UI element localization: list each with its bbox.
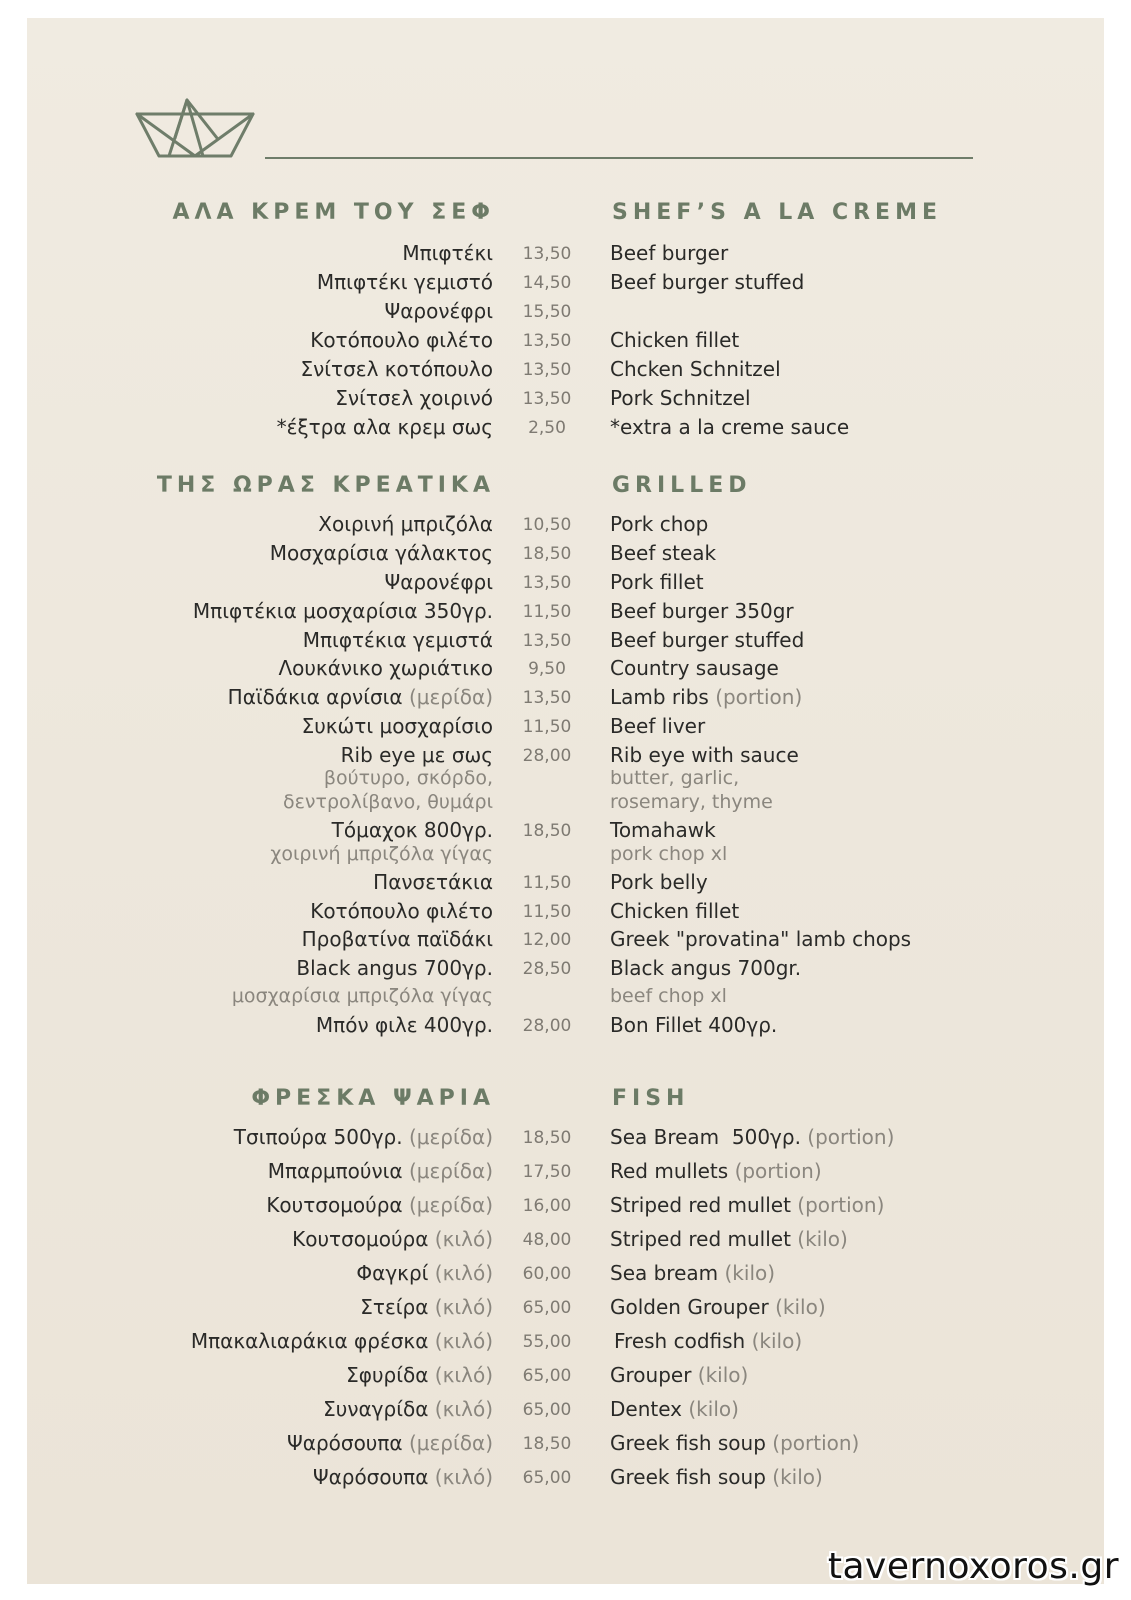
header-rule [265, 157, 973, 159]
item-price: 13,50 [522, 360, 572, 380]
item-name-greek: Μπαρμπούνια (μερίδα) [267, 1159, 493, 1183]
item-name-english: Lamb ribs (portion) [610, 685, 803, 709]
item-name-english: Golden Grouper (kilo) [610, 1295, 826, 1319]
item-price: 18,50 [522, 544, 572, 564]
menu-item [0, 1260, 1131, 1290]
menu-item [0, 569, 1131, 599]
menu-item [0, 1294, 1131, 1324]
item-name-english: Sea bream (kilo) [610, 1261, 776, 1285]
item-name-greek: Συκώτι μοσχαρίσιο [301, 714, 493, 738]
item-name-english: Sea Bream 500γρ. (portion) [610, 1125, 895, 1149]
item-price: 28,50 [522, 959, 572, 979]
item-name-english: Chicken fillet [610, 328, 740, 352]
item-name-greek: Ψαρονέφρι [384, 299, 493, 323]
item-price: 60,00 [522, 1264, 572, 1284]
item-subtitle-greek: δεντρολίβανο, θυμάρι [283, 791, 493, 813]
item-price: 12,00 [522, 930, 572, 950]
item-price: 28,00 [522, 746, 572, 766]
item-name-english: Pork fillet [610, 570, 704, 594]
menu-item [0, 869, 1131, 899]
item-name-english: Black angus 700gr. [610, 956, 802, 980]
item-detail-greek: (κιλό) [434, 1261, 493, 1285]
item-price: 13,50 [522, 573, 572, 593]
item-detail-greek: (κιλό) [434, 1329, 493, 1353]
item-subtitle-greek: βούτυρο, σκόρδο, [323, 767, 493, 789]
item-name-greek: Φαγκρί (κιλό) [356, 1261, 493, 1285]
item-name-english: Pork belly [610, 870, 708, 894]
item-detail-english: (portion) [734, 1159, 822, 1183]
item-name-greek: Τόμαχοκ 800γρ. [331, 818, 493, 842]
item-detail-english: (kilo) [775, 1295, 826, 1319]
menu-item [0, 1464, 1131, 1494]
item-subtitle-greek: μοσχαρίσια μπριζόλα γίγας [231, 985, 493, 1007]
item-detail-english: (portion) [807, 1125, 895, 1149]
item-detail-greek: (μερίδα) [408, 1193, 493, 1217]
item-name-greek: Μοσχαρίσια γάλακτος [269, 541, 493, 565]
item-detail-english: (kilo) [697, 1363, 749, 1387]
item-price: 14,50 [522, 273, 572, 293]
item-detail-english: (kilo) [772, 1465, 823, 1489]
item-detail-greek: (μερίδα) [408, 1125, 493, 1149]
item-name-greek: Συναγρίδα (κιλό) [323, 1397, 493, 1421]
item-name-english: Grouper (kilo) [610, 1363, 749, 1387]
item-name-greek: Λουκάνικο χωριάτικο [278, 656, 493, 680]
item-name-greek: Σνίτσελ χοιρινό [335, 386, 493, 410]
item-name-greek: Προβατίνα παϊδάκι [301, 927, 493, 951]
menu-item [0, 414, 1131, 444]
section-title-english: GRILLED [612, 473, 752, 498]
section-title-greek: ΤΗΣ ΩΡΑΣ ΚΡΕΑΤΙΚΑ [156, 473, 495, 498]
menu-item [0, 1396, 1131, 1426]
item-name-greek: Χοιρινή μπριζόλα [318, 512, 493, 536]
menu-item [0, 240, 1131, 270]
item-name-greek: Ψαρόσουπα (μερίδα) [287, 1431, 493, 1455]
item-name-greek: Παϊδάκια αρνίσια (μερίδα) [227, 685, 493, 709]
item-name-english: Beef liver [610, 714, 706, 738]
item-price: 17,50 [522, 1162, 572, 1182]
item-name-english: Beef burger stuffed [610, 628, 805, 652]
item-name-english: Pork chop [610, 512, 709, 536]
item-price: 2,50 [528, 418, 566, 438]
item-price: 65,00 [522, 1366, 572, 1386]
menu-item [0, 269, 1131, 299]
item-price: 18,50 [522, 1128, 572, 1148]
item-name-greek: Κουτσομούρα (μερίδα) [266, 1193, 493, 1217]
item-subtitle-english: butter, garlic, [610, 767, 740, 789]
item-name-greek: Κοτόπουλο φιλέτο [310, 899, 493, 923]
item-name-greek: Black angus 700γρ. [296, 956, 493, 980]
item-name-english: Beef burger stuffed [610, 270, 805, 294]
menu-item [0, 356, 1131, 386]
section-title-greek: ΦΡΕΣΚΑ ΨΑΡΙΑ [251, 1086, 495, 1111]
item-name-english: Fresh codfish (kilo) [614, 1329, 803, 1353]
menu-item [0, 1430, 1131, 1460]
item-detail-english: (kilo) [688, 1397, 739, 1421]
menu-item [0, 1362, 1131, 1392]
item-detail-english: (kilo) [751, 1329, 803, 1353]
item-name-greek: Μπόν φιλε 400γρ. [315, 1013, 493, 1037]
item-name-english: Beef burger 350gr [610, 599, 794, 623]
section-title-greek: ΑΛΑ ΚΡΕΜ ΤΟΥ ΣΕΦ [172, 200, 495, 225]
item-name-english: Greek fish soup (kilo) [610, 1465, 823, 1489]
item-name-english: Striped red mullet (portion) [610, 1193, 885, 1217]
item-name-greek: Rib eye με σως [340, 743, 493, 767]
item-name-english: Country sausage [610, 656, 779, 680]
menu-item [0, 955, 1131, 985]
item-price: 10,50 [522, 515, 572, 535]
item-name-english: Beef steak [610, 541, 717, 565]
item-detail-greek: (κιλό) [434, 1295, 493, 1319]
item-price: 11,50 [522, 902, 572, 922]
item-detail-greek: (κιλό) [434, 1397, 493, 1421]
item-price: 28,00 [522, 1016, 572, 1036]
item-name-greek: Σνίτσελ κοτόπουλο [300, 357, 493, 381]
item-price: 55,00 [522, 1332, 572, 1352]
item-name-greek: Σφυρίδα (κιλό) [346, 1363, 493, 1387]
menu-item [0, 655, 1131, 685]
item-name-english: Chcken Schnitzel [610, 357, 781, 381]
item-name-greek: Μπιφτέκι γεμιστό [316, 270, 493, 294]
item-price: 11,50 [522, 873, 572, 893]
item-detail-greek: (μερίδα) [408, 685, 493, 709]
item-detail-greek: (μερίδα) [408, 1159, 493, 1183]
item-price: 11,50 [522, 602, 572, 622]
site-watermark: tavernoxoros.gr [827, 1546, 1119, 1587]
item-name-greek: Πανσετάκια [373, 870, 493, 894]
item-price: 18,50 [522, 1434, 572, 1454]
item-subtitle-english: rosemary, thyme [610, 791, 773, 813]
item-name-greek: Μπακαλιαράκια φρέσκα (κιλό) [190, 1329, 493, 1353]
item-name-english: Striped red mullet (kilo) [610, 1227, 848, 1251]
item-price: 9,50 [528, 659, 566, 679]
item-price: 13,50 [522, 244, 572, 264]
menu-item [0, 1328, 1131, 1358]
menu-item [0, 742, 1131, 772]
item-detail-english: (kilo) [797, 1227, 848, 1251]
item-detail-english: (portion) [715, 685, 803, 709]
item-name-greek: Τσιπούρα 500γρ. (μερίδα) [233, 1125, 493, 1149]
item-price: 13,50 [522, 688, 572, 708]
item-name-english: *extra a la creme sauce [610, 415, 850, 439]
item-price: 13,50 [522, 389, 572, 409]
item-price: 15,50 [522, 302, 572, 322]
item-price: 65,00 [522, 1298, 572, 1318]
item-name-english: Chicken fillet [610, 899, 740, 923]
item-name-english: Pork Schnitzel [610, 386, 751, 410]
item-name-greek: Στείρα (κιλό) [360, 1295, 493, 1319]
item-name-english: Beef burger [610, 241, 729, 265]
menu-item [0, 1192, 1131, 1222]
item-detail-greek: (κιλό) [434, 1363, 493, 1387]
item-detail-english: (portion) [797, 1193, 885, 1217]
menu-item [0, 1124, 1131, 1154]
item-subtitle-english: pork chop xl [610, 843, 728, 865]
item-name-greek: Κοτόπουλο φιλέτο [310, 328, 493, 352]
menu-item [0, 598, 1131, 628]
item-name-english: Rib eye with sauce [610, 743, 799, 767]
item-name-english: Greek "provatina" lamb chops [610, 927, 912, 951]
menu-item [0, 1158, 1131, 1188]
menu-item [0, 327, 1131, 357]
menu-item [0, 1012, 1131, 1042]
item-name-greek: Ψαρόσουπα (κιλό) [312, 1465, 493, 1489]
item-price: 13,50 [522, 331, 572, 351]
item-subtitle-english: beef chop xl [610, 985, 727, 1007]
item-price: 13,50 [522, 631, 572, 651]
menu-item [0, 298, 1131, 328]
section-title-english: FISH [612, 1086, 690, 1111]
menu-item [0, 385, 1131, 415]
item-detail-english: (kilo) [724, 1261, 776, 1285]
item-detail-greek: (κιλό) [434, 1227, 493, 1251]
section-title-english: SHEF’S A LA CREME [612, 200, 943, 225]
menu-item [0, 511, 1131, 541]
item-price: 65,00 [522, 1400, 572, 1420]
item-name-greek: Μπιφτέκι [402, 241, 493, 265]
item-price: 48,00 [522, 1230, 572, 1250]
item-detail-english: (portion) [772, 1431, 860, 1455]
menu-item [0, 684, 1131, 714]
item-price: 16,00 [522, 1196, 572, 1216]
item-name-english: Bon Fillet 400γρ. [610, 1013, 778, 1037]
item-price: 65,00 [522, 1468, 572, 1488]
menu-item [0, 898, 1131, 928]
item-price: 18,50 [522, 821, 572, 841]
item-subtitle-greek: χοιρινή μπριζόλα γίγας [270, 843, 493, 865]
menu-item [0, 817, 1131, 847]
item-name-english: Red mullets (portion) [610, 1159, 822, 1183]
item-name-greek: *έξτρα αλα κρεμ σως [276, 415, 493, 439]
item-name-english: Greek fish soup (portion) [610, 1431, 860, 1455]
menu-item [0, 1226, 1131, 1256]
menu-item [0, 627, 1131, 657]
item-name-english: Tomahawk [610, 818, 716, 842]
item-price: 11,50 [522, 717, 572, 737]
item-detail-greek: (μερίδα) [408, 1431, 493, 1455]
paper-boat-icon [135, 98, 255, 160]
item-detail-greek: (κιλό) [434, 1465, 493, 1489]
item-name-greek: Μπιφτέκια γεμιστά [302, 628, 493, 652]
item-name-english: Dentex (kilo) [610, 1397, 739, 1421]
menu-item [0, 540, 1131, 570]
item-name-greek: Μπιφτέκια μοσχαρίσια 350γρ. [192, 599, 493, 623]
item-name-greek: Κουτσομούρα (κιλό) [292, 1227, 493, 1251]
item-name-greek: Ψαρονέφρι [384, 570, 493, 594]
menu-item [0, 713, 1131, 743]
menu-item [0, 926, 1131, 956]
